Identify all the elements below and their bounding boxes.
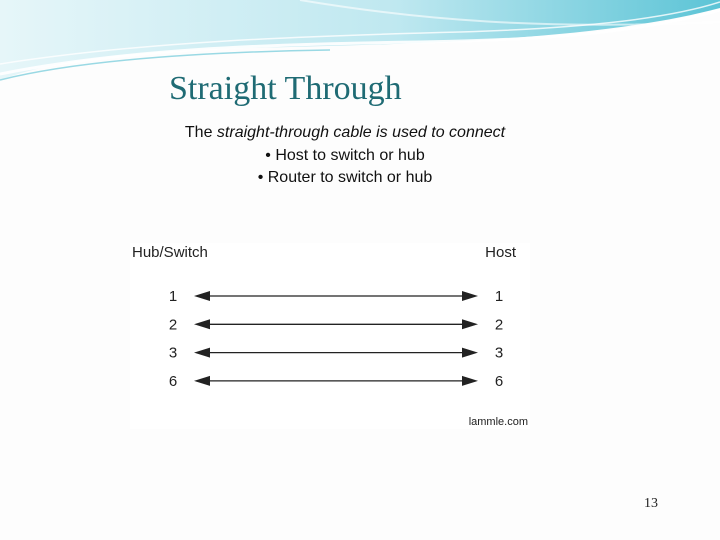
slide-title: Straight Through xyxy=(169,70,402,107)
left-arrowhead-1 xyxy=(194,291,210,301)
left-pin-6: 6 xyxy=(168,372,178,390)
left-pin-3: 3 xyxy=(168,344,178,362)
pin-connections xyxy=(130,243,530,429)
right-arrowhead-6 xyxy=(462,376,478,386)
bullet-host: • Host to switch or hub xyxy=(265,147,425,164)
intro-italic: straight-through cable is used to connect xyxy=(216,124,506,141)
left-arrowhead-6 xyxy=(194,376,210,386)
hub-switch-header: Hub/Switch xyxy=(132,244,208,261)
intro-text xyxy=(0,124,690,142)
left-pin-2: 2 xyxy=(168,316,178,334)
right-arrowhead-3 xyxy=(462,348,478,358)
host-header: Host xyxy=(485,244,516,261)
left-arrowhead-2 xyxy=(194,319,210,329)
right-pin-3: 3 xyxy=(494,344,504,362)
right-pin-6: 6 xyxy=(494,372,504,390)
left-arrowhead-3 xyxy=(194,348,210,358)
right-pin-2: 2 xyxy=(494,316,504,334)
right-arrowhead-1 xyxy=(462,291,478,301)
intro-prefix: The xyxy=(184,124,217,141)
right-arrowhead-2 xyxy=(462,319,478,329)
page-number: 13 xyxy=(644,496,658,511)
source-credit: lammle.com xyxy=(468,416,528,428)
right-pin-1: 1 xyxy=(494,288,504,305)
bullet-router: • Router to switch or hub xyxy=(257,169,433,186)
left-pin-1: 1 xyxy=(168,288,178,305)
pinout-diagram xyxy=(130,243,530,429)
